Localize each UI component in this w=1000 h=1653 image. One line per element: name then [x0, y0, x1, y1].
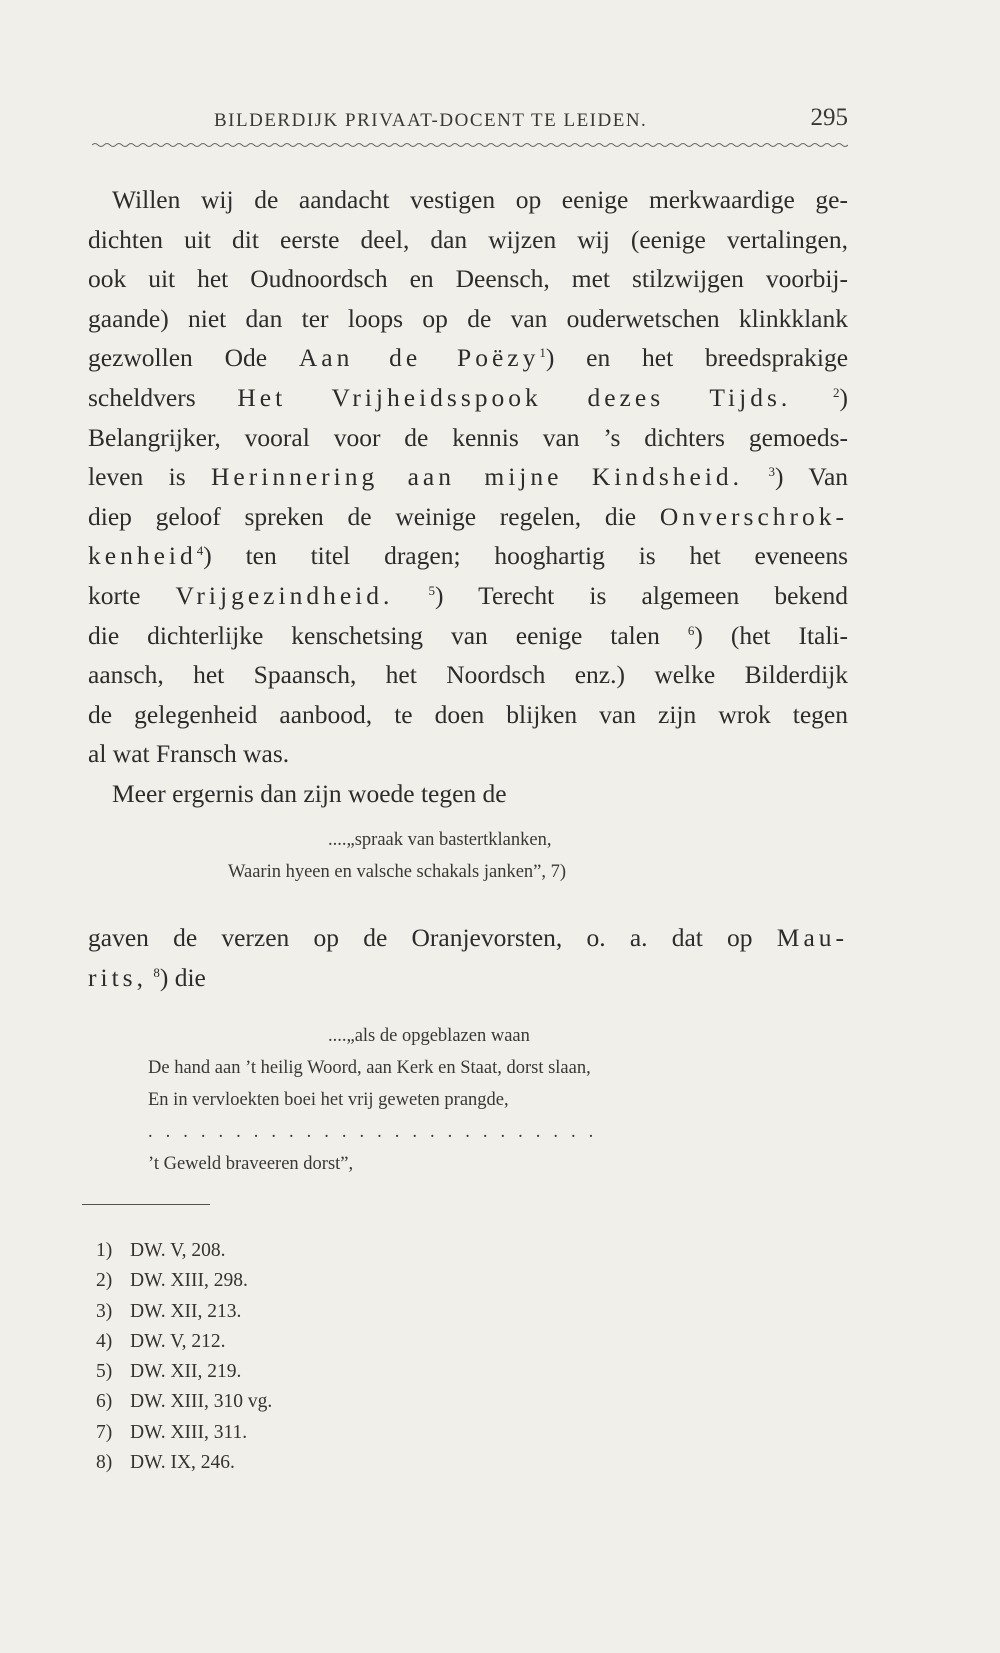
body-line: rits, $^8$) die: [88, 962, 206, 992]
body-line: Belangrijker, vooral voor de kennis van ’s dichters gemoeds-: [88, 422, 848, 452]
paragraph-3: [88, 918, 848, 997]
footnote: [96, 1448, 272, 1478]
body-line: de gelegenheid aanbood, te doen blijken van zijn wrok tegen: [88, 699, 848, 729]
footnote-text: DW. V, 212.: [130, 1330, 226, 1352]
footnote: [96, 1357, 272, 1387]
page-number: 295: [810, 104, 848, 131]
poem-title: rits,: [88, 962, 147, 992]
footnote-mark: 6): [96, 1391, 113, 1413]
footnote-ref: 1: [539, 345, 546, 361]
body-line: scheldvers Het Vrijheidsspook dezes Tijds. $^2$): [88, 382, 849, 412]
verse-line: Waarin hyeen en valsche schakals janken”, 7): [228, 862, 567, 882]
footnote-ref: 6: [687, 622, 695, 638]
footnote-mark: 4): [96, 1330, 113, 1352]
footnote-text: DW. XIII, 311.: [130, 1421, 248, 1443]
paragraph-2: Meer ergernis dan zijn woede tegen de: [112, 778, 507, 808]
footnote: [96, 1418, 272, 1448]
footnote-separator: [82, 1204, 210, 1205]
footnote-text: DW. V, 208.: [130, 1240, 226, 1261]
ellipsis-line: ..........................: [148, 1122, 607, 1142]
body-line: Willen wij de aandacht vestigen op eenige merkwaardige ge-: [112, 185, 848, 214]
footnote-mark: 3): [96, 1300, 113, 1322]
footnote-text: DW. XII, 213.: [130, 1300, 242, 1322]
verse-line: En in vervloekten boei het vrij geweten prangde,: [148, 1090, 509, 1110]
body-line: die dichterlijke kenschetsing van eenige talen $^6$) (het Itali-: [88, 620, 849, 650]
body-line: dichten uit dit eerste deel, dan wijzen wij (eenige vertalingen,: [88, 224, 848, 254]
poem-title: Vrijgezindheid.: [175, 580, 394, 610]
poem-title: kenheid: [88, 541, 197, 571]
footnote-text: DW. XIII, 298.: [130, 1270, 248, 1292]
footnote-mark: 8): [96, 1452, 113, 1474]
verse-quote-1: [228, 824, 566, 888]
verse-line: De hand aan ’t heilig Woord, aan Kerk en Staat, dorst slaan,: [148, 1058, 591, 1078]
footnote-ref: 2: [833, 384, 840, 400]
footnote-mark: 5): [96, 1361, 113, 1383]
footnote-text: DW. XIII, 310 vg.: [130, 1391, 273, 1413]
verse-line: ....„spraak van bastertklanken,: [328, 830, 552, 850]
footnote-ref: 4: [196, 543, 204, 559]
body-line: diep geloof spreken de weinige regelen, die Onverschrok-: [88, 501, 849, 531]
body-line: al wat Fransch was.: [88, 739, 290, 769]
running-title: BILDERDIJK PRIVAAT-DOCENT TE LEIDEN.: [214, 110, 648, 131]
footnote: [96, 1266, 272, 1296]
poem-title: Het Vrijheidsspook dezes Tijds.: [237, 382, 792, 412]
body-line: korte Vrijgezindheid. $^5$) Terecht is algemeen bekend: [88, 580, 848, 610]
body-line: kenheid$^4$) ten titel dragen; hooghartig is het eveneens: [88, 541, 848, 571]
footnote-ref: 8: [153, 964, 160, 980]
footnotes: [96, 1236, 272, 1478]
footnote: [96, 1327, 272, 1357]
body-line: leven is Herinnering aan mijne Kindsheid. $^3$) Van: [88, 462, 849, 492]
poem-title: Aan de Poëzy: [298, 343, 540, 373]
footnote-text: DW. IX, 246.: [130, 1452, 235, 1474]
verse-quote-2: [148, 1020, 606, 1180]
footnote-mark: 7): [96, 1421, 113, 1443]
body-line: ook uit het Oudnoordsch en Deensch, met stilzwijgen voorbij-: [88, 264, 848, 294]
running-header: [92, 104, 848, 138]
verse-line: ’t Geweld braveeren dorst”,: [148, 1154, 354, 1174]
header-wavy-rule: [92, 140, 848, 150]
body-line: gaande) niet dan ter loops op de van ouderwetschen klinkklank: [88, 303, 848, 333]
poem-title: Onverschrok-: [659, 501, 849, 531]
footnote: [96, 1236, 272, 1266]
poem-title: Herinnering aan mijne Kindsheid.: [211, 462, 744, 492]
footnote-mark: 1): [96, 1240, 113, 1261]
body-line: aansch, het Spaansch, het Noordsch enz.) welke Bilderdijk: [88, 660, 848, 690]
footnote-ref: 5: [428, 582, 435, 598]
poem-title: Mau-: [776, 923, 848, 952]
paragraph-1: [88, 180, 848, 814]
footnote-ref: 3: [768, 464, 775, 480]
verse-line: ....„als de opgeblazen waan: [328, 1026, 530, 1046]
body-line: gaven de verzen op de Oranjevorsten, o. a. dat op Mau-: [88, 923, 848, 952]
body-line: gezwollen Ode Aan de Poëzy$^1$) en het breedsprakige: [88, 343, 849, 373]
footnote-text: DW. XII, 219.: [130, 1361, 242, 1383]
footnote: [96, 1297, 272, 1327]
footnote-mark: 2): [96, 1270, 113, 1292]
footnote: [96, 1387, 272, 1417]
